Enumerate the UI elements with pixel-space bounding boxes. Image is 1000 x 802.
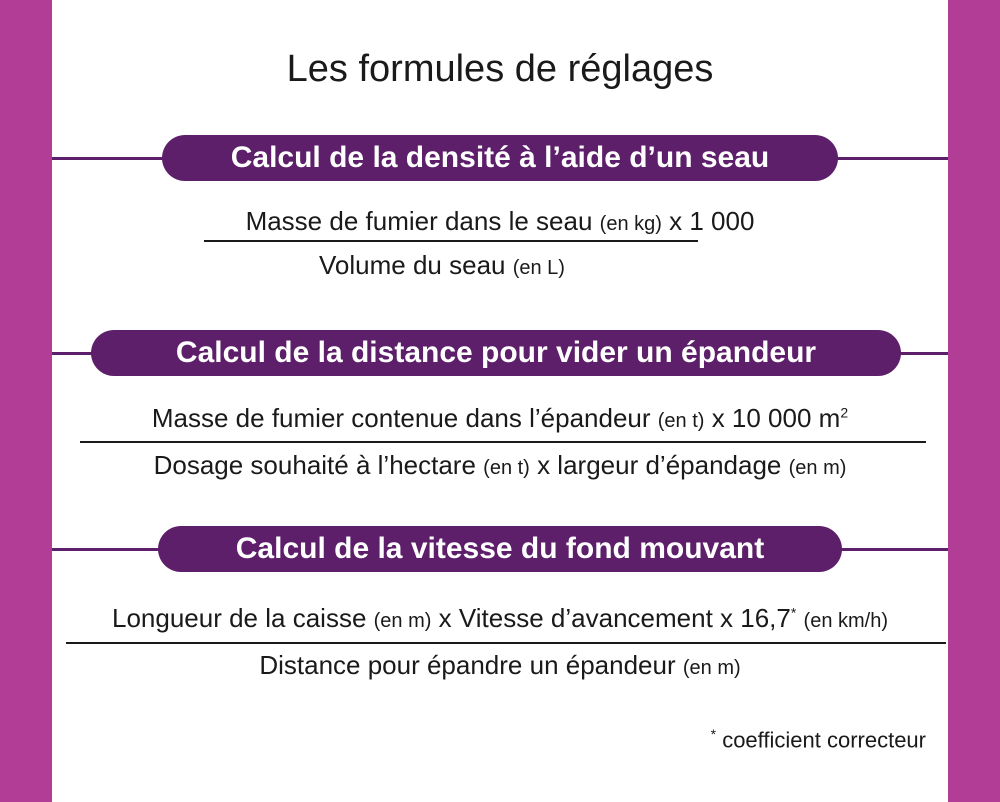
denominator-middle: x largeur d’épandage [537,450,782,480]
section-2-fraction-bar [80,441,926,443]
section-2-numerator [0,403,1000,434]
denominator-unit: (en m) [682,657,741,679]
numerator-unit: (en kg) [599,213,662,235]
numerator-sup: 2 [840,404,849,421]
numerator-text: Masse de fumier dans le seau [245,206,593,236]
numerator-text: Masse de fumier contenue dans l’épandeur [151,403,651,433]
section-2-heading: Calcul de la distance pour vider un épandeur [91,330,901,376]
section-2-denominator [0,450,1000,481]
section-1-heading: Calcul de la densité à l’aide d’un seau [162,135,838,181]
footnote [711,726,926,753]
section-1-numerator [0,206,1000,237]
numerator-middle: x Vitesse d’avancement x 16,7 [438,603,791,633]
section-1-denominator [0,250,942,281]
footnote-star: * [710,726,717,742]
section-3-fraction-bar [66,642,946,644]
section-1-fraction-bar [204,240,698,242]
denominator-text: Distance pour épandre un épandeur [259,650,676,680]
numerator-unit: (en t) [657,410,705,432]
numerator-suffix: x 10 000 m [711,403,841,433]
footnote-text: coefficient correcteur [722,727,926,753]
numerator-sup: * [790,604,797,621]
denominator-text: Dosage souhaité à l’hectare [153,450,476,480]
numerator-unit-2: (en km/h) [803,610,888,632]
section-3-denominator [0,650,1000,681]
denominator-unit: (en t) [483,457,530,479]
section-3-heading: Calcul de la vitesse du fond mouvant [158,526,842,572]
numerator-text: Longueur de la caisse [112,603,367,633]
page-title: Les formules de réglages [286,48,714,90]
denominator-text: Volume du seau [319,250,506,280]
numerator-unit: (en m) [373,610,432,632]
left-side-bar [0,0,52,802]
right-side-bar [948,0,1000,802]
denominator-unit: (en L) [512,257,565,279]
denominator-unit-2: (en m) [788,457,847,479]
section-3-numerator [0,603,1000,634]
numerator-suffix: x 1 000 [669,206,755,236]
